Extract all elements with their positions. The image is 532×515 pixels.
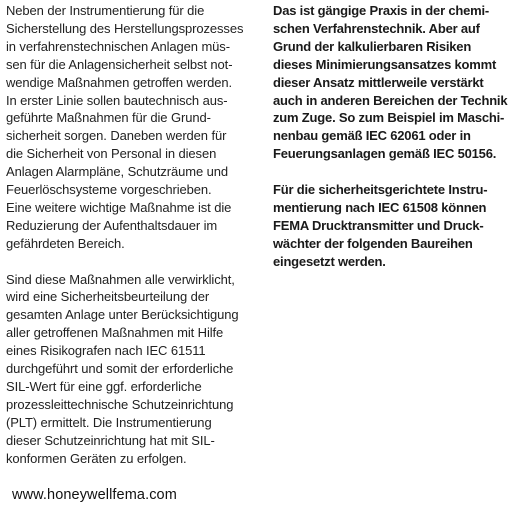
left-paragraph-2: Sind diese Maßnahmen alle verwirklicht, wird eine Sicherheitsbeurteilung der gesamten Anlage unter Berücksichtigung aller getroffenen Maßnahmen mit Hilfe eines Risikografen nach IEC 61511 durchgeführt und somit der erforderliche SIL-Wert für eine ggf. erforderliche prozessleittechnische Schutzeinrichtung (PLT) ermittelt. Die Instrumentierung dieser Schutzeinrichtung hat mit SIL- konformen Geräten zu erfolgen. — [6, 271, 239, 466]
left-paragraph-1: Neben der Instrumentierung für die Sicherstellung des Herstellungsprozesses in verfahrenstechnischen Anlagen müs- sen für die Anlagensicherheit selbst not- wendige Maßnahmen getroffen werden. In erster Linie sollen bautechnisch aus- geführte Maßnahmen für die Grund- sicherheit sorgen. Daneben werden für die Sicherheit von Personal in diesen Anlagen Alarmpläne, Schutzräume und Feuerlöschsysteme vorgeschrieben. Eine weitere wichtige Maßnahme ist die Reduzierung der Aufenthaltsdauer im gefährdeten Bereich. — [6, 3, 244, 251]
left-column — [6, 2, 268, 468]
paragraph-spacer — [273, 163, 527, 181]
website-url: www.honeywellfema.com — [12, 487, 177, 503]
right-column — [273, 2, 527, 271]
paragraph-spacer — [6, 253, 268, 271]
right-paragraph-2: Für die sicherheitsgerichtete Instru- mentierung nach IEC 61508 können FEMA Drucktransmitter und Druck- wächter der folgenden Baureihen eingesetzt werden. — [273, 182, 488, 269]
right-paragraph-1: Das ist gängige Praxis in der chemi- schen Verfahrenstechnik. Aber auf Grund der kalkulierbaren Risiken dieses Minimierungsansatzes kommt dieser Ansatz mittlerweile verstärkt auch in anderen Bereichen der Technik zum Zuge. So zum Beispiel im Maschi- nenbau gemäß IEC 62061 oder in Feuerungsanlagen gemäß IEC 50156. — [273, 3, 508, 162]
